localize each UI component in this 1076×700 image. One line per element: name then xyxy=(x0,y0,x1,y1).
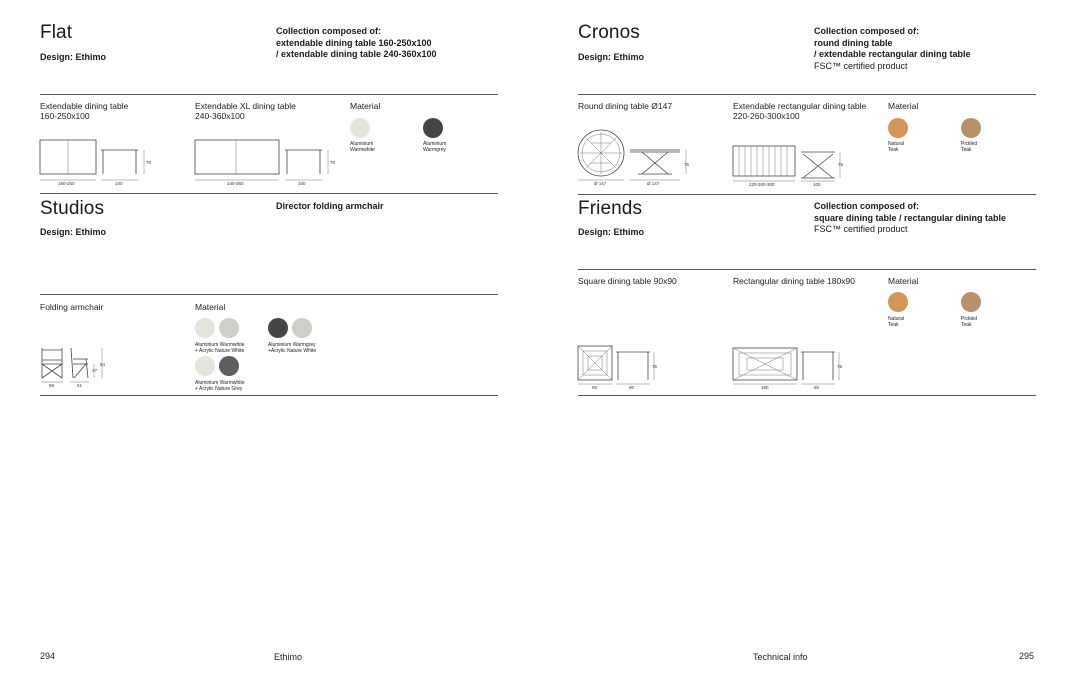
col-header-line: 240-360x100 xyxy=(195,111,245,121)
collection-label: Collection composed of: xyxy=(814,201,920,211)
swatch-label xyxy=(961,316,977,328)
dim-label: 84 xyxy=(100,362,106,367)
cronos-col2-header xyxy=(733,101,866,121)
friends-design: Design: Ethimo xyxy=(578,227,645,237)
studios-col1-header: Folding armchair xyxy=(40,302,104,312)
col-header-line: 220-260-300x100 xyxy=(733,111,800,121)
friends-material-label: Material xyxy=(888,276,919,286)
col-header-line: Extendable dining table xyxy=(40,101,129,111)
dim-label: 75 xyxy=(837,364,843,369)
divider xyxy=(578,194,1036,195)
flat-collection xyxy=(276,26,437,61)
dim-label: 51 xyxy=(77,383,83,388)
dim-label: 76 xyxy=(330,160,336,165)
swatch-label xyxy=(888,316,904,328)
swatch-label xyxy=(423,141,446,153)
cronos-title: Cronos xyxy=(578,22,640,43)
dim-label: Ø 147 xyxy=(594,181,607,186)
cronos-round-table-drawing xyxy=(576,128,696,190)
divider xyxy=(40,395,498,396)
swatch-label-line: Natural xyxy=(888,141,905,147)
friends-col2-header: Rectangular dining table 180x90 xyxy=(733,276,855,286)
footer-brand: Ethimo xyxy=(274,652,303,662)
dim-label: 100 xyxy=(813,182,821,187)
swatch-label-line: Teak xyxy=(961,322,972,328)
cronos-rect-table-drawing xyxy=(731,138,847,190)
swatch-label-line: Teak xyxy=(888,147,899,153)
flat-design: Design: Ethimo xyxy=(40,52,107,62)
studios-design: Design: Ethimo xyxy=(40,227,107,237)
dim-label: 160-250 xyxy=(58,181,75,186)
divider xyxy=(578,94,1036,95)
dim-label: 100 xyxy=(298,181,306,186)
divider xyxy=(578,395,1036,396)
swatch-fabric-nature-white xyxy=(219,318,239,338)
studios-title: Studios xyxy=(40,198,105,219)
divider xyxy=(40,193,498,194)
fsc-note: FSC™ certified product xyxy=(814,224,908,234)
dim-label: 100 xyxy=(115,181,123,186)
swatch-label-line: + Acrylic Nature Grey xyxy=(195,386,243,392)
dim-label: 76 xyxy=(146,160,152,165)
swatch-label xyxy=(961,141,977,153)
flat-table-drawing xyxy=(38,136,150,188)
swatch-label-line: + Acrylic Nature White xyxy=(195,348,245,354)
collection-label: Collection composed of: xyxy=(276,26,382,36)
swatch-frame-warmwhite xyxy=(195,356,215,376)
page-number-right: 295 xyxy=(1019,651,1035,661)
swatch-label-line: Teak xyxy=(961,147,972,153)
collection-line: / extendable rectangular dining table xyxy=(814,49,971,59)
swatch-label xyxy=(195,342,245,354)
cronos-material-label: Material xyxy=(888,101,919,111)
dim-label: 180 xyxy=(761,385,769,390)
collection-label: Collection composed of: xyxy=(814,26,920,36)
swatch-aluminium-warmgrey xyxy=(423,118,443,138)
swatch-label-line: Aluminium Warmwhite xyxy=(195,342,245,348)
studios-material-label: Material xyxy=(195,302,226,312)
table-top-view xyxy=(733,146,795,176)
swatch-label-line: Aluminium Warmwhite xyxy=(195,380,245,386)
dim-label: 75 xyxy=(684,162,690,167)
swatch-label-line: Warmgrey xyxy=(423,147,446,153)
swatch-label xyxy=(888,141,904,153)
dim-label: 220-260-300 xyxy=(749,182,775,187)
swatch-natural-teak xyxy=(888,118,908,138)
dim-label: 75 xyxy=(652,364,658,369)
swatch-label-line: Natural xyxy=(888,316,905,322)
cronos-collection xyxy=(814,26,971,72)
dim-label: 240-360 xyxy=(227,181,244,186)
studios-collection: Director folding armchair xyxy=(276,201,384,211)
col-header-line: Extendable XL dining table xyxy=(195,101,296,111)
friends-col1-header: Square dining table 90x90 xyxy=(578,276,677,286)
dim-label: Ø 147 xyxy=(647,181,660,186)
col-header-line: 160-250x100 xyxy=(40,111,90,121)
dim-label: 59 xyxy=(49,383,55,388)
dim-label: 75 xyxy=(838,162,844,167)
swatch-label-line: Pickled xyxy=(961,141,978,147)
collection-line: extendable dining table 160-250x100 xyxy=(276,37,432,48)
cronos-design: Design: Ethimo xyxy=(578,52,645,62)
swatch-label-line: Pickled xyxy=(961,316,978,322)
cronos-col1-header: Round dining table Ø147 xyxy=(578,101,673,111)
friends-title: Friends xyxy=(578,198,643,219)
swatch-label-line: Teak xyxy=(888,322,899,328)
page-number-left: 294 xyxy=(40,651,56,661)
swatch-label xyxy=(195,380,245,392)
friends-collection xyxy=(814,201,1006,236)
flat-xl-table-drawing xyxy=(193,136,335,188)
friends-square-table-drawing xyxy=(576,342,662,392)
swatch-label xyxy=(350,141,375,153)
footer-section: Technical info xyxy=(753,652,808,662)
swatch-label-line: Warmwhite xyxy=(350,147,375,153)
swatch-natural-teak xyxy=(888,292,908,312)
flat-col2-header xyxy=(195,101,296,121)
swatch-label-line: Aluminium xyxy=(423,141,447,147)
swatch-frame-warmwhite xyxy=(195,318,215,338)
flat-title: Flat xyxy=(40,22,73,43)
flat-col1-header xyxy=(40,101,128,121)
dim-label: 90 xyxy=(592,385,598,390)
swatch-pickled-teak xyxy=(961,118,981,138)
friends-rect-table-drawing xyxy=(731,342,847,392)
table-top-view xyxy=(195,140,279,174)
swatch-label-line: Aluminium Warmgrey xyxy=(268,342,316,348)
dim-label: 90 xyxy=(629,385,635,390)
collection-line: square dining table / rectangular dining table xyxy=(814,212,1007,223)
swatch-label-line: +Acrylic Nature White xyxy=(268,348,317,354)
divider xyxy=(40,94,498,95)
dim-label: 90 xyxy=(814,385,820,390)
collection-line: / extendable dining table 240-360x100 xyxy=(276,49,437,59)
flat-material-label: Material xyxy=(350,101,381,111)
swatch-label-line: Aluminium xyxy=(350,141,374,147)
swatch-aluminium-warmwhite xyxy=(350,118,370,138)
col-header-line: Extendable rectangular dining table xyxy=(733,101,867,111)
folding-armchair-drawing xyxy=(38,342,110,392)
divider xyxy=(578,269,1036,270)
divider xyxy=(40,294,498,295)
collection-line: round dining table xyxy=(814,37,893,48)
swatch-fabric-nature-white xyxy=(292,318,312,338)
swatch-label xyxy=(268,342,316,354)
fsc-note: FSC™ certified product xyxy=(814,60,908,71)
swatch-frame-warmgrey xyxy=(268,318,288,338)
swatch-fabric-nature-grey xyxy=(219,356,239,376)
dim-label: 47 xyxy=(92,368,98,373)
swatch-pickled-teak xyxy=(961,292,981,312)
